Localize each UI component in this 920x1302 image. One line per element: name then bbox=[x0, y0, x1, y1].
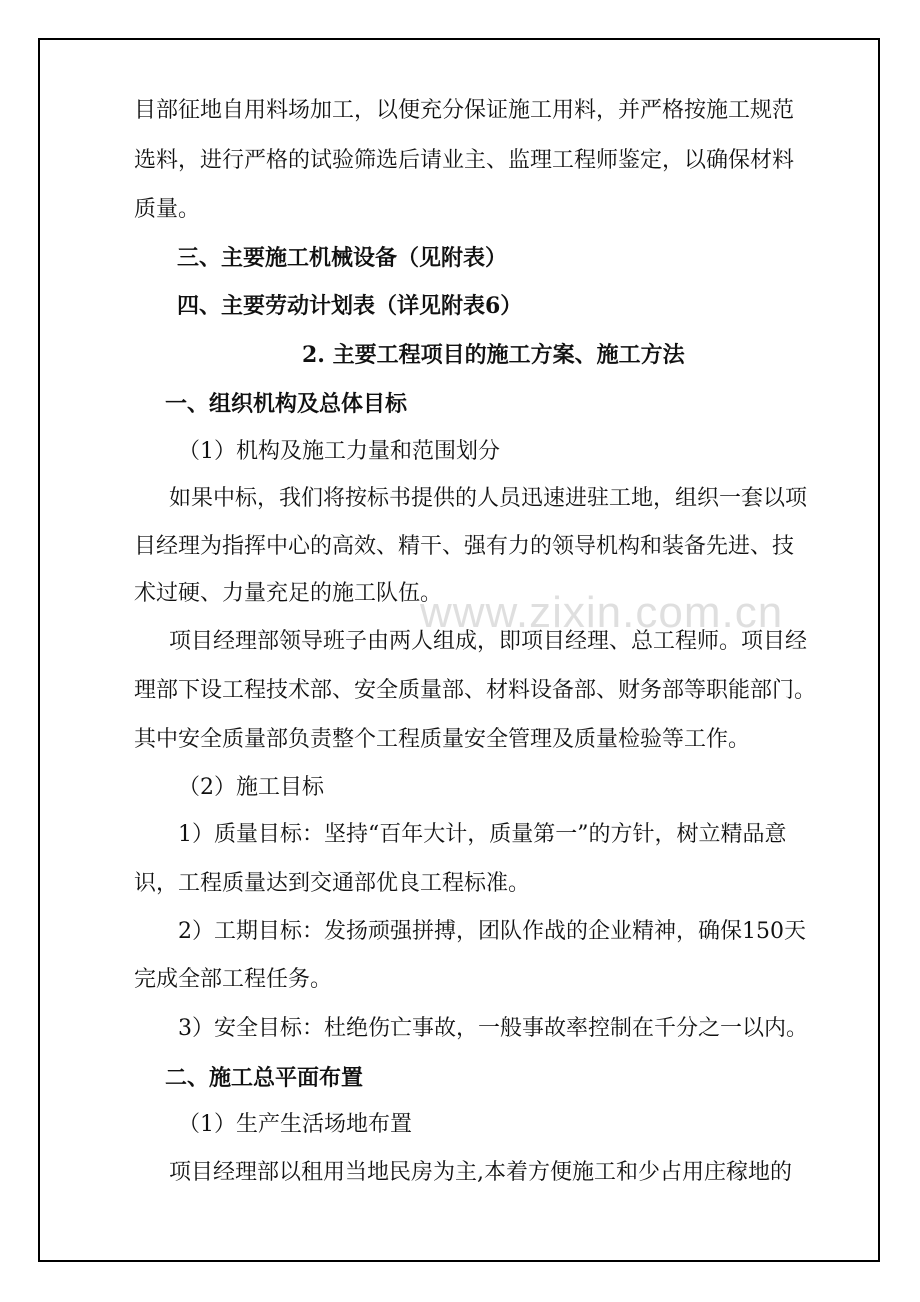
paragraph-line: 2）工期目标：发扬顽强拼搏，团队作战的企业精神，确保150天 bbox=[178, 919, 806, 944]
section-heading: 二、施工总平面布置 bbox=[165, 1065, 364, 1091]
paragraph-line: 识，工程质量达到交通部优良工程标准。 bbox=[134, 871, 531, 896]
section-heading: 四、主要劳动计划表（详见附表6） bbox=[177, 293, 523, 319]
paragraph-line: 项目经理部以租用当地民房为主,本着方便施工和少占用庄稼地的 bbox=[169, 1160, 792, 1185]
paragraph-line: 其中安全质量部负责整个工程质量安全管理及质量检验等工作。 bbox=[134, 727, 751, 752]
watermark-text: www.zixin.com.cn bbox=[420, 588, 784, 637]
paragraph-line: 3）安全目标：杜绝伤亡事故，一般事故率控制在千分之一以内。 bbox=[178, 1016, 808, 1041]
section-heading: 一、组织机构及总体目标 bbox=[165, 391, 408, 417]
subsection-heading: （2）施工目标 bbox=[178, 775, 324, 800]
paragraph-line: 选料，进行严格的试验筛选后请业主、监理工程师鉴定，以确保材料 bbox=[134, 148, 795, 173]
paragraph-line: 质量。 bbox=[134, 197, 201, 222]
paragraph-line: 1）质量目标：坚持“百年大计，质量第一”的方针，树立精品意 bbox=[178, 822, 787, 847]
paragraph-line: 目部征地自用料场加工，以便充分保证施工用料，并严格按施工规范 bbox=[134, 98, 795, 123]
paragraph-line: 项目经理部领导班子由两人组成，即项目经理、总工程师。项目经 bbox=[169, 629, 808, 654]
paragraph-line: 如果中标，我们将按标书提供的人员迅速进驻工地，组织一套以项 bbox=[169, 486, 808, 511]
chapter-heading: 2. 主要工程项目的施工方案、施工方法 bbox=[302, 342, 685, 368]
paragraph-line: 理部下设工程技术部、安全质量部、材料设备部、财务部等职能部门。 bbox=[134, 678, 817, 703]
paragraph-line: 术过硬、力量充足的施工队伍。 bbox=[134, 581, 443, 606]
section-heading: 三、主要施工机械设备（见附表） bbox=[177, 245, 508, 271]
paragraph-line: 目经理为指挥中心的高效、精干、强有力的领导机构和装备先进、技 bbox=[134, 534, 795, 559]
subsection-heading: （1）生产生活场地布置 bbox=[178, 1112, 412, 1137]
subsection-heading: （1）机构及施工力量和范围划分 bbox=[178, 439, 500, 464]
paragraph-line: 完成全部工程任务。 bbox=[134, 967, 333, 992]
